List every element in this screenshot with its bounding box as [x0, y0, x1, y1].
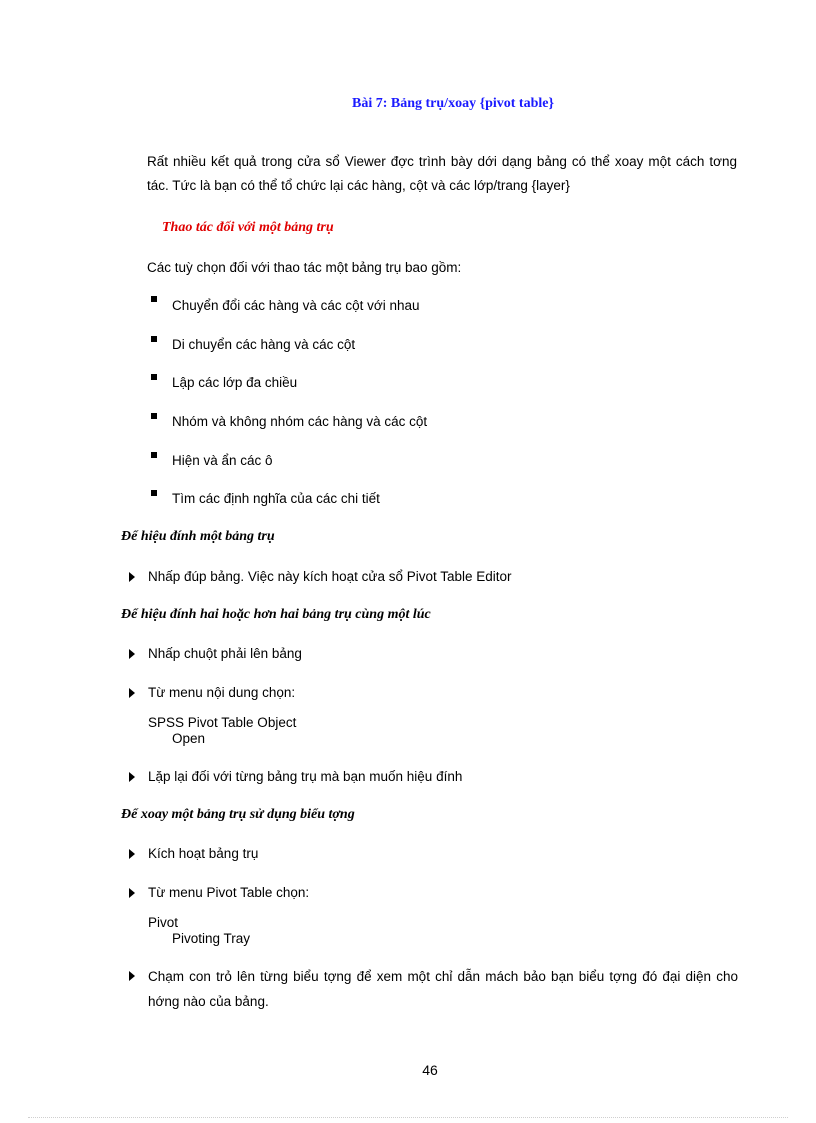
list-item: Chuyển đổi các hàng và các cột với nhau	[172, 298, 420, 313]
step-item: Nhấp đúp bảng. Việc này kích hoạt cửa sổ Pivot Table Editor	[148, 569, 512, 584]
menu-path-line: Pivot	[148, 915, 179, 930]
menu-path-subline: Pivoting Tray	[172, 931, 251, 946]
triangle-bullet-icon	[129, 649, 135, 659]
square-bullet-icon	[151, 490, 157, 496]
square-bullet-icon	[151, 413, 157, 419]
triangle-bullet-icon	[129, 888, 135, 898]
step-item: Từ menu Pivot Table chọn:	[148, 885, 310, 900]
square-bullet-icon	[151, 452, 157, 458]
intro-paragraph: Rất nhiều kết quả trong cửa sổ Viewer đợc trình bày dới dạng bảng có thể xoay một cách tơng tác. Tức là bạn có thể tổ chức lại các hàng, cột và các lớp/trang {layer}	[147, 154, 737, 193]
list-item: Nhóm và không nhóm các hàng và các cột	[172, 414, 428, 429]
square-bullet-icon	[151, 296, 157, 302]
triangle-bullet-icon	[129, 849, 135, 859]
footer-divider	[28, 1117, 788, 1118]
page-title: Bài 7: Bảng trụ/xoay {pivot table}	[352, 96, 554, 111]
step-item: Lặp lại đối với từng bảng trụ mà bạn muốn hiệu đính	[148, 769, 463, 784]
menu-path-subline: Open	[172, 731, 206, 746]
square-bullet-icon	[151, 336, 157, 342]
heading-pivot-icons: Để xoay một bảng trụ sử dụng biểu tợng	[121, 807, 355, 822]
square-bullet-icon	[151, 374, 157, 380]
step-item: Nhấp chuột phải lên bảng	[148, 646, 302, 661]
triangle-bullet-icon	[129, 971, 135, 981]
step-item: Từ menu nội dung chọn:	[148, 685, 296, 700]
list-item: Di chuyển các hàng và các cột	[172, 337, 356, 352]
heading-edit-many: Để hiệu đính hai hoặc hơn hai bảng trụ cùng một lúc	[121, 607, 431, 622]
step-item: Kích hoạt bảng trụ	[148, 846, 259, 861]
triangle-bullet-icon	[129, 772, 135, 782]
section-heading-pivot-operations: Thao tác đối với một bảng trụ	[162, 220, 334, 235]
step-item: Chạm con trỏ lên từng biểu tợng để xem một chỉ dẫn mách bảo bạn biểu tợng đó đại diện cho hớng nào của bảng.	[148, 969, 738, 1009]
list-item: Lập các lớp đa chiều	[172, 375, 298, 390]
menu-path-line: SPSS Pivot Table Object	[148, 715, 297, 730]
page-number: 46	[422, 1062, 438, 1078]
heading-edit-one: Để hiệu đính một bảng trụ	[121, 529, 275, 544]
triangle-bullet-icon	[129, 572, 135, 582]
triangle-bullet-icon	[129, 688, 135, 698]
list-item: Tìm các định nghĩa của các chi tiết	[172, 491, 380, 506]
list-item: Hiện và ẩn các ô	[172, 453, 273, 468]
options-intro: Các tuỳ chọn đối với thao tác một bảng trụ bao gồm:	[147, 260, 462, 275]
